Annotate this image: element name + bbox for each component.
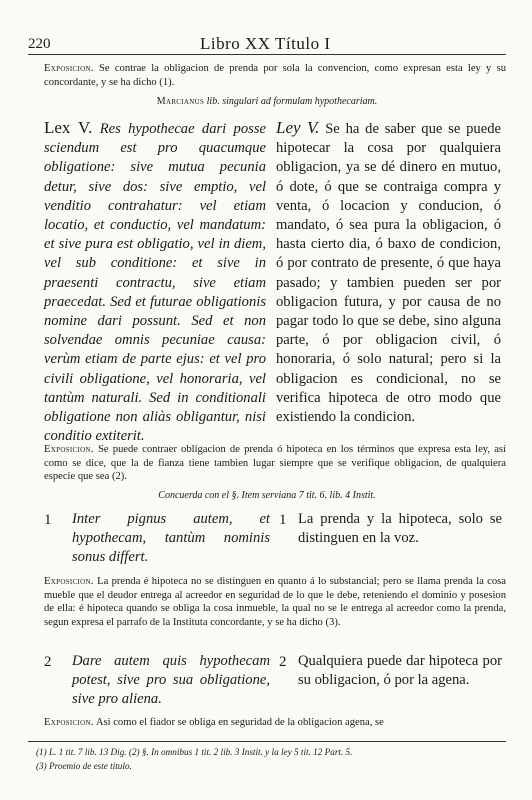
exposition-3-text: Asi como el fiador se obliga en seguridad de la obligacion agena, se (95, 717, 384, 728)
section-1-latin: Inter pignus autem, et hypothecam, tantùm nominis sonus differt. (72, 511, 270, 566)
footnote-rule (28, 741, 506, 742)
section-2-number-spanish: 2 (279, 654, 287, 670)
section-1-number-spanish: 1 (279, 512, 287, 528)
ley-spanish-text: Se ha de saber que se puede hipotecar la cosa por qualquiera obligacion, ya se dé dinero en mutuo, ó dote, ó que se contraiga compra y venta, ó locacion y conducion, ó mandato, ó sea pura la obligacion, ó hasta cierto dia, ó baxo de condicion, ó por contrato de presente, ó que haya pasado; y tambien pueden ser por obligacion futura, y por causa de no pagar todo lo que se debe, sino alguna parte, ó por obligacion civil, ó honoraria, ó solo natural; pero si la obligacion es condicional, no se verifica hipoteca de otro modo que existiendo la condicion. (276, 121, 501, 426)
exposition-label: Exposicion. (44, 444, 94, 455)
section-2-spanish: Qualquiera puede dar hipoteca por su obligacion, ó por la agena. (298, 653, 502, 689)
footnote-line-2: (3) Proemio de este titulo. (36, 761, 132, 771)
section-2-latin: Dare autem quis hypothecam potest, sive pro sua obligatione, sive pro aliena. (72, 653, 270, 708)
concordance-note: Concuerda con el §. Item serviana 7 tit. 6. lib. 4 Instit. (158, 490, 376, 501)
exposition-label: Exposicion. (44, 717, 94, 728)
exposition-label: Exposicion. (44, 63, 94, 74)
section-1-spanish: La prenda y la hipoteca, solo se distinguen en la voz. (298, 511, 502, 547)
source-author: Marcianus (156, 96, 205, 107)
exposition-label: Exposicion. (44, 576, 94, 587)
lex-label: Lex V. (44, 118, 93, 137)
lex-v-latin (44, 118, 266, 446)
header-rule (28, 54, 506, 55)
section-2-number-latin: 2 (44, 654, 52, 670)
ley-v-spanish (276, 118, 501, 427)
section-1-number-latin: 1 (44, 512, 52, 528)
source-citation (28, 96, 506, 107)
exposition-1 (44, 443, 506, 484)
source-work: lib. singulari ad formulam hypothecariam. (206, 96, 378, 107)
ley-label: Ley V. (276, 118, 320, 137)
lex-latin-text: Res hypothecae dari posse sciendum est pro quacumque obligatione: sive mutua pecunia detur, sive dos: sive emptio, vel venditio contrahatur: vel etiam locatio, et conductio, vel mandatum: et sive pura est obligatio, vel in diem, vel sub conditione: et sive in praesenti contractu, sive etiam praecedat. Sed et futurae obligationis nomine dari possunt. Sed et non solvendae omnis pecuniae causa: verùm etiam de parte ejus: et vel pro civili obligatione, vel honoraria, vel tantùm naturali. Sed in conditionali obligatione non aliàs obligantur, nisi conditio extiterit. (44, 121, 266, 445)
footnote-line-1: (1) L. 1 tit. 7 lib. 13 Dig. (2) §. In omnibus 1 tit. 2 lib. 3 Instit. y la ley 5 tit. 12 Part. 5. (36, 747, 353, 757)
intro-exposition (44, 62, 506, 89)
exposition-2 (44, 575, 506, 629)
running-title: Libro XX Título I (200, 34, 331, 53)
exposition-3 (44, 716, 506, 730)
intro-text: Se contrae la obligacion de prenda por sola la convencion, como expresan esta ley y su concordante, y se ha dicho (1). (44, 63, 506, 88)
exposition-2-text: La prenda é hipoteca no se distinguen en quanto á lo substancial; pero se llama prenda la cosa mueble que el deudor entrega al acreedor en seguridad de lo que le debe, reteniendo el dominio y posesion de ella: é hipoteca quando se obliga la cosa inmueble, la qual no se le entrega al acreedor como la prenda, segun expresa el parrafo de la Instituta concordante, y se ha dicho (3). (44, 576, 506, 628)
page-number: 220 (28, 36, 51, 52)
exposition-1-text: Se puede contraer obligacion de prenda ó hipoteca en los términos que expresa esta ley, así como se dice, que la de fianza tiene tambien lugar siempre que se verifique obligacion, de qualquiera especie que sea (2). (44, 444, 506, 482)
